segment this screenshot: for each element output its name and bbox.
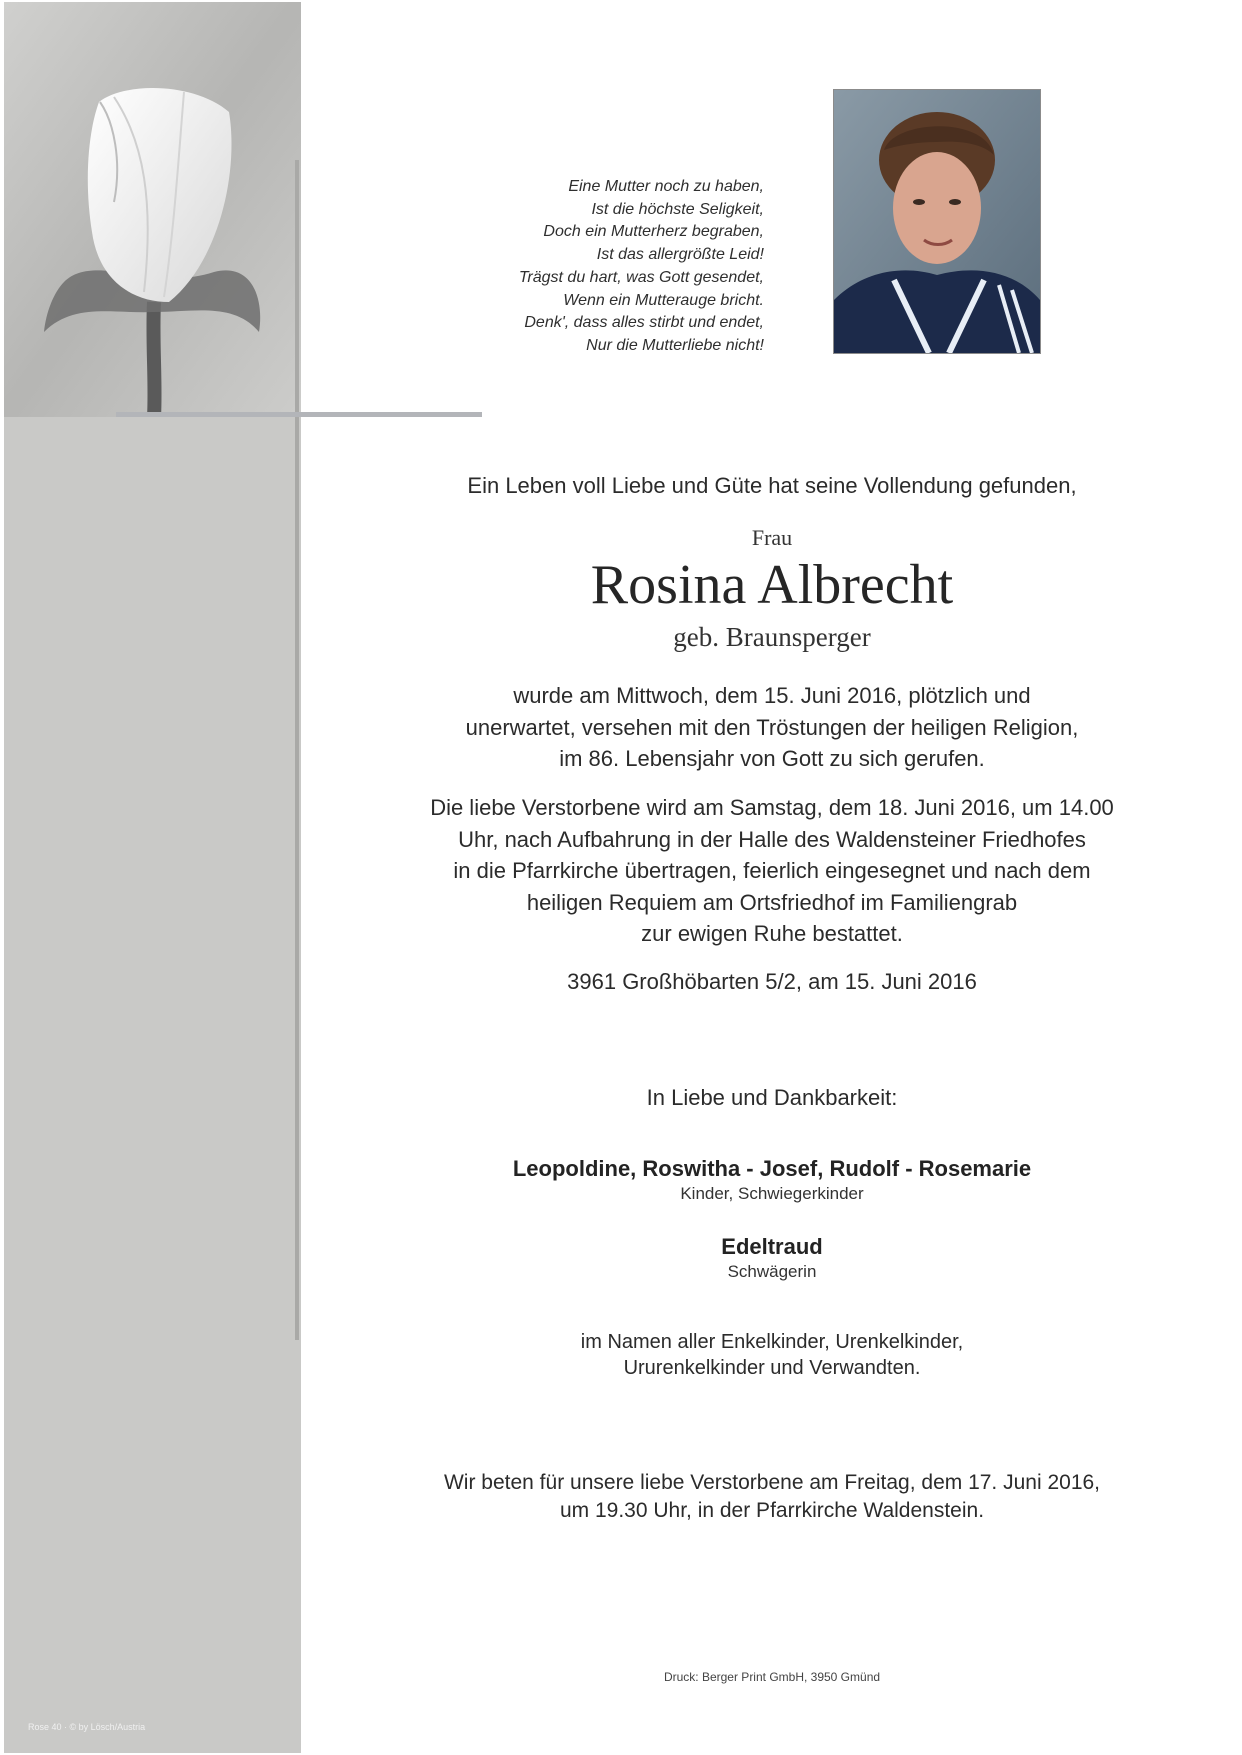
- poem-line: Trägst du hart, was Gott gesendet,: [518, 268, 764, 286]
- vertical-divider: [295, 160, 299, 1340]
- behalf-line: im Namen aller Enkelkinder, Urenkelkinder,: [580, 1331, 964, 1353]
- prayer-notice: [302, 1469, 1242, 1525]
- funeral-notice-line: Die liebe Verstorbene wird am Samstag, dem 18. Juni 2016, um 14.00: [430, 795, 1114, 820]
- mourner-group: [302, 1156, 1242, 1204]
- horizontal-divider: [116, 412, 482, 417]
- prayer-line: um 19.30 Uhr, in der Pfarrkirche Waldenstein.: [559, 1499, 985, 1522]
- death-notice-line: im 86. Lebensjahr von Gott zu sich gerufen.: [559, 746, 985, 771]
- deceased-name: Rosina Albrecht: [590, 554, 954, 616]
- place-date: 3961 Großhöbarten 5/2, am 15. Juni 2016: [567, 969, 977, 994]
- funeral-notice-line: heiligen Requiem am Ortsfriedhof im Familiengrab: [526, 889, 1018, 915]
- funeral-notice-line: in die Pfarrkirche übertragen, feierlich eingesegnet und nach dem: [453, 858, 1091, 883]
- poem-line: Ist das allergrößte Leid!: [596, 246, 764, 264]
- prayer-line: Wir beten für unsere liebe Verstorbene am Freitag, dem 17. Juni 2016,: [443, 1471, 1101, 1494]
- printer-credit: Druck: Berger Print GmbH, 3950 Gmünd: [663, 1670, 881, 1684]
- mourners-heading: In Liebe und Dankbarkeit:: [646, 1085, 898, 1110]
- mourner-names: Edeltraud: [721, 1234, 823, 1259]
- mourner-group: [302, 1234, 1242, 1282]
- portrait-photo: [833, 89, 1041, 354]
- behalf-text: [302, 1329, 1242, 1381]
- funeral-notice-line: zur ewigen Ruhe bestattet.: [641, 921, 903, 946]
- behalf-line: Ururenkelkinder und Verwandten.: [623, 1357, 921, 1379]
- poem: [440, 176, 764, 358]
- rose-image: [4, 2, 301, 417]
- funeral-notice: [302, 792, 1242, 950]
- mourner-role: Kinder, Schwiegerkinder: [680, 1184, 864, 1203]
- poem-line: Nur die Mutterliebe nicht!: [586, 336, 764, 354]
- poem-line: Denk', dass alles stirbt und endet,: [524, 314, 764, 332]
- mourner-role: Schwägerin: [727, 1262, 817, 1281]
- funeral-notice-line: Uhr, nach Aufbahrung in der Halle des Waldensteiner Friedhofes: [458, 826, 1086, 852]
- poem-line: Doch ein Mutterherz begraben,: [543, 223, 764, 241]
- poem-line: Eine Mutter noch zu haben,: [568, 178, 764, 195]
- salutation: Frau: [751, 525, 793, 550]
- image-credit: Rose 40 · © by Lösch/Austria: [28, 1722, 146, 1732]
- maiden-name: geb. Braunsperger: [673, 622, 871, 652]
- mourner-names: Leopoldine, Roswitha - Josef, Rudolf - Rosemarie: [512, 1156, 1032, 1181]
- death-notice: [302, 680, 1242, 775]
- poem-line: Ist die höchste Seligkeit,: [591, 200, 764, 218]
- death-notice-line: unerwartet, versehen mit den Tröstungen der heiligen Religion,: [465, 714, 1079, 740]
- poem-line: Wenn ein Mutterauge bricht.: [563, 291, 764, 309]
- death-notice-line: wurde am Mittwoch, dem 15. Juni 2016, plötzlich und: [513, 683, 1031, 708]
- intro-text: Ein Leben voll Liebe und Güte hat seine Vollendung gefunden,: [467, 473, 1077, 498]
